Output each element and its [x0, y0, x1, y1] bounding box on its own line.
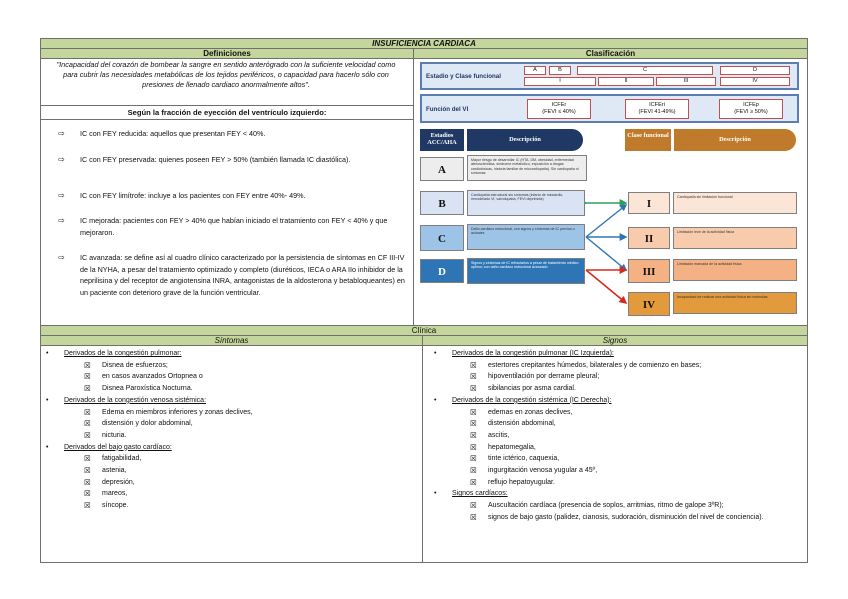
stage-c-desc: Daño cardiaco estructural, con signos y síntomas de IC previos o actuales [467, 224, 585, 250]
arrow-right-icon: ⇨ [58, 253, 65, 262]
list-item-text: IC con FEY preservada: quienes poseen FEY > 50% (también llamada IC diastólica). [80, 155, 351, 164]
list-item [44, 500, 416, 512]
list-item-text: Disnea Paroxística Nocturna. [102, 385, 193, 393]
checkbox-checked-icon: ☒ [84, 372, 91, 382]
list-item-text: edemas en zonas declives, [488, 408, 573, 416]
list-item [432, 512, 792, 524]
list-item [44, 477, 416, 489]
checkbox-checked-icon: ☒ [84, 454, 91, 464]
clase-header: Clase funcional [625, 129, 671, 151]
checkbox-checked-icon: ☒ [84, 407, 91, 417]
list-item [44, 488, 416, 500]
list-item [58, 154, 388, 166]
list-item-text: estertores crepitantes húmedos, bilaterales y de comienzo en bases; [488, 361, 702, 369]
list-item-text: hipoventilación por derrame pleural; [488, 373, 600, 381]
group-title [44, 395, 416, 407]
stage-a-pill: A [524, 66, 546, 75]
stage-a-desc: Mayor riesgo de desarrollar IC (HTA, DM, obesidad, enfermedad aterosclerótica, síndrome metabólico, exposición a drogas cardiotóxicas, historia familiar de miocardiopatía). Sin cardiopatía ni síntomas [467, 155, 587, 181]
list-item [44, 371, 416, 383]
checkbox-checked-icon: ☒ [84, 419, 91, 429]
list-item-text: IC avanzada: se define así al cuadro clínico caracterizado por la persistencia de síntomas en CF III-IV de la NYHA, a pesar del tratamiento optimizado y completo (diuréticos, IECA o ARA IIo inhibidor de la neprilisina y del receptor de angiotensina INRA, antagonistas de la aldosterona y betabloqueantes) en un paciente con deterioro grave de la función ventricular. [80, 253, 405, 297]
class-ii-box: II [628, 227, 670, 249]
list-item-text: astenia, [102, 467, 127, 475]
checkbox-checked-icon: ☒ [470, 407, 477, 417]
list-item-text: IC con FEY reducida: aquellos que presentan FEY < 40%. [80, 129, 266, 138]
checkbox-checked-icon: ☒ [470, 384, 477, 394]
list-item-text: Auscultación cardíaca (presencia de soplos, arritmias, ritmo de galope 3ºR); [488, 502, 724, 510]
group-title [44, 348, 416, 360]
group-title [44, 442, 416, 454]
class-iii-box: III [628, 259, 670, 283]
list-item-text: síncope. [102, 502, 129, 510]
list-item [432, 383, 792, 395]
signos-list [432, 348, 792, 524]
desc-header-right: Descripción [674, 129, 796, 151]
estadio-clase-label: Estadio y Clase funcional [426, 73, 501, 80]
stage-d-desc: Signos y síntomas de IC refractarios a pesar de tratamiento médico óptimo; con daño cardiaco estructural avanzado [467, 258, 585, 284]
class-ii-pill: II [598, 77, 654, 86]
list-item-text: en casos avanzados Ortopnea o [102, 373, 203, 381]
stage-c-pill: C [577, 66, 713, 75]
checkbox-checked-icon: ☒ [470, 454, 477, 464]
list-item [432, 465, 792, 477]
group-title [432, 395, 792, 407]
stage-b-box: B [420, 191, 464, 215]
group-title-text: Derivados del bajo gasto cardíaco: [64, 443, 172, 451]
list-item [432, 442, 792, 454]
class-iii-desc: Limitación marcada de la actividad física [673, 259, 797, 281]
class-i-pill: I [524, 77, 596, 86]
estadio-clase-panel [420, 62, 799, 90]
group-title-text: Signos cardíacos: [452, 490, 508, 498]
checkbox-checked-icon: ☒ [84, 489, 91, 499]
list-item [58, 128, 408, 140]
icfe-range: (FEVI ≤ 40%) [542, 109, 576, 115]
list-item-text: depresión, [102, 478, 135, 486]
class-iv-pill: IV [720, 77, 790, 86]
funcion-vi-label: Función del VI [426, 106, 469, 113]
list-item [44, 407, 416, 419]
stage-d-box: D [420, 259, 464, 283]
stage-a-box: A [420, 157, 464, 181]
list-item-text: hepatomegalia, [488, 443, 536, 451]
list-item [432, 453, 792, 465]
divider [41, 105, 413, 106]
checkbox-checked-icon: ☒ [470, 360, 477, 370]
checkbox-checked-icon: ☒ [470, 442, 477, 452]
icfe-range: (FEVI 41-49%) [638, 109, 676, 115]
list-item-text: Disnea de esfuerzos; [102, 361, 168, 369]
checkbox-checked-icon: ☒ [470, 419, 477, 429]
checkbox-checked-icon: ☒ [470, 512, 477, 522]
list-item-text: fatigabilidad, [102, 455, 142, 463]
clinica-header: Clínica [41, 325, 807, 336]
list-item-text: IC mejorada: pacientes con FEY > 40% que habían iniciado el tratamiento con FEY < 40% y que mejoraron. [80, 216, 388, 237]
list-item [58, 215, 408, 238]
list-item [432, 360, 792, 372]
checkbox-checked-icon: ☒ [470, 477, 477, 487]
list-item-text: Edema en miembros inferiores y zonas declives, [102, 408, 253, 416]
group-title-text: Derivados de la congestión pulmonar: [64, 350, 182, 357]
checkbox-checked-icon: ☒ [470, 466, 477, 476]
funcion-vi-panel [420, 94, 799, 123]
signos-header: Signos [423, 336, 807, 346]
stage-c-box: C [420, 225, 464, 251]
class-iv-desc: Incapacidad de realizar una actividad física sin molestias [673, 292, 797, 314]
list-item-text: distensión y dolor abdominal, [102, 420, 193, 428]
desc-header-left: Descripción [467, 129, 583, 151]
checkbox-checked-icon: ☒ [84, 501, 91, 511]
list-item [44, 465, 416, 477]
class-iv-box: IV [628, 292, 670, 316]
list-item [58, 252, 410, 298]
icfe-name: ICFEr [551, 102, 567, 108]
sintomas-list [44, 348, 416, 512]
list-item [432, 418, 792, 430]
icfer-pill [527, 99, 591, 119]
list-item [58, 190, 408, 202]
list-item-text: reflujo hepatoyugular. [488, 478, 555, 486]
class-iii-pill: III [656, 77, 716, 86]
list-item-text: ascitis, [488, 431, 510, 439]
connector-arrows [585, 190, 631, 320]
sintomas-header: Síntomas [41, 336, 422, 346]
arrow-c-to-i [586, 205, 626, 237]
list-item-text: mareos, [102, 490, 128, 498]
checkbox-checked-icon: ☒ [84, 430, 91, 440]
fey-title: Según la fracción de eyección del ventrículo izquierdo: [127, 108, 327, 117]
arrow-right-icon: ⇨ [58, 216, 65, 225]
group-title-text: Derivados de la congestión sistémica (IC Derecha): [452, 396, 612, 404]
list-item [44, 453, 416, 465]
definition-quote: "Incapacidad del corazón de bombear la sangre en sentido anterógrado con la suficiente velocidad como para cubrir las necesidades metabólicas de los tejidos periféricos, o capacidad para hacerlo sólo con presiones de llenado cardiaco anormalmente altos". [56, 60, 396, 89]
list-item-text: nicturia. [102, 431, 127, 439]
arrow-right-icon: ⇨ [58, 191, 65, 200]
stage-b-pill: B [549, 66, 571, 75]
estadios-header: Estadios ACC/AHA [420, 129, 464, 151]
checkbox-checked-icon: ☒ [470, 501, 477, 511]
clinica-divider [422, 336, 423, 562]
list-item-text: ingurgitación venosa yugular a 45º, [488, 467, 598, 475]
clasificacion-header: Clasificación [414, 49, 807, 59]
list-item [44, 383, 416, 395]
group-title-text: Derivados de la congestión venosa sistémica: [64, 396, 207, 404]
list-item [44, 418, 416, 430]
checkbox-checked-icon: ☒ [84, 360, 91, 370]
icfe-range: (FEVI ≥ 50%) [734, 109, 768, 115]
list-item [432, 500, 792, 512]
list-item [44, 430, 416, 442]
icferi-pill [625, 99, 689, 119]
arrow-right-icon: ⇨ [58, 129, 65, 138]
group-title [432, 348, 792, 360]
group-title-text: Derivados de la congestión pulmonar (IC Izquierda): [452, 350, 614, 357]
list-item [432, 430, 792, 442]
divider [41, 119, 413, 120]
list-item-text: signos de bajo gasto (palidez, cianosis, sudoración, disminución del nivel de conciencia). [488, 513, 764, 521]
list-item [432, 477, 792, 489]
list-item [432, 407, 792, 419]
class-ii-desc: Limitación leve de la actividad física [673, 227, 797, 249]
arrow-right-icon: ⇨ [58, 155, 65, 164]
checkbox-checked-icon: ☒ [470, 430, 477, 440]
list-item-text: IC con FEY limítrofe: incluye a los pacientes con FEY entre 40%- 49%. [80, 191, 306, 200]
list-item-text: sibilancias por asma cardial. [488, 385, 576, 393]
checkbox-checked-icon: ☒ [84, 477, 91, 487]
icfep-pill [719, 99, 783, 119]
class-i-box: I [628, 192, 670, 214]
stage-b-desc: Cardiopatía estructural sin síntomas (infarto de miocardio, remodelado VI, valvulopatía, FEVI deprimida) [467, 190, 585, 216]
list-item-text: distensión abdominal, [488, 420, 556, 428]
definiciones-header: Definiciones [41, 49, 413, 59]
icfe-name: ICFEri [649, 102, 665, 108]
list-item [44, 360, 416, 372]
stage-d-pill: D [720, 66, 790, 75]
list-item [432, 371, 792, 383]
class-i-desc: Cardiopatía sin limitación funcional [673, 192, 797, 214]
checkbox-checked-icon: ☒ [470, 372, 477, 382]
page-title: INSUFICIENCIA CARDIACA [41, 39, 807, 49]
icfe-name: ICFEp [743, 102, 759, 108]
checkbox-checked-icon: ☒ [84, 384, 91, 394]
arrow-c-to-iii [586, 237, 626, 270]
column-divider [413, 49, 414, 325]
checkbox-checked-icon: ☒ [84, 466, 91, 476]
list-item-text: tinte ictérico, caquexia, [488, 455, 560, 463]
arrow-d-to-iv [586, 270, 626, 303]
group-title [432, 488, 792, 500]
